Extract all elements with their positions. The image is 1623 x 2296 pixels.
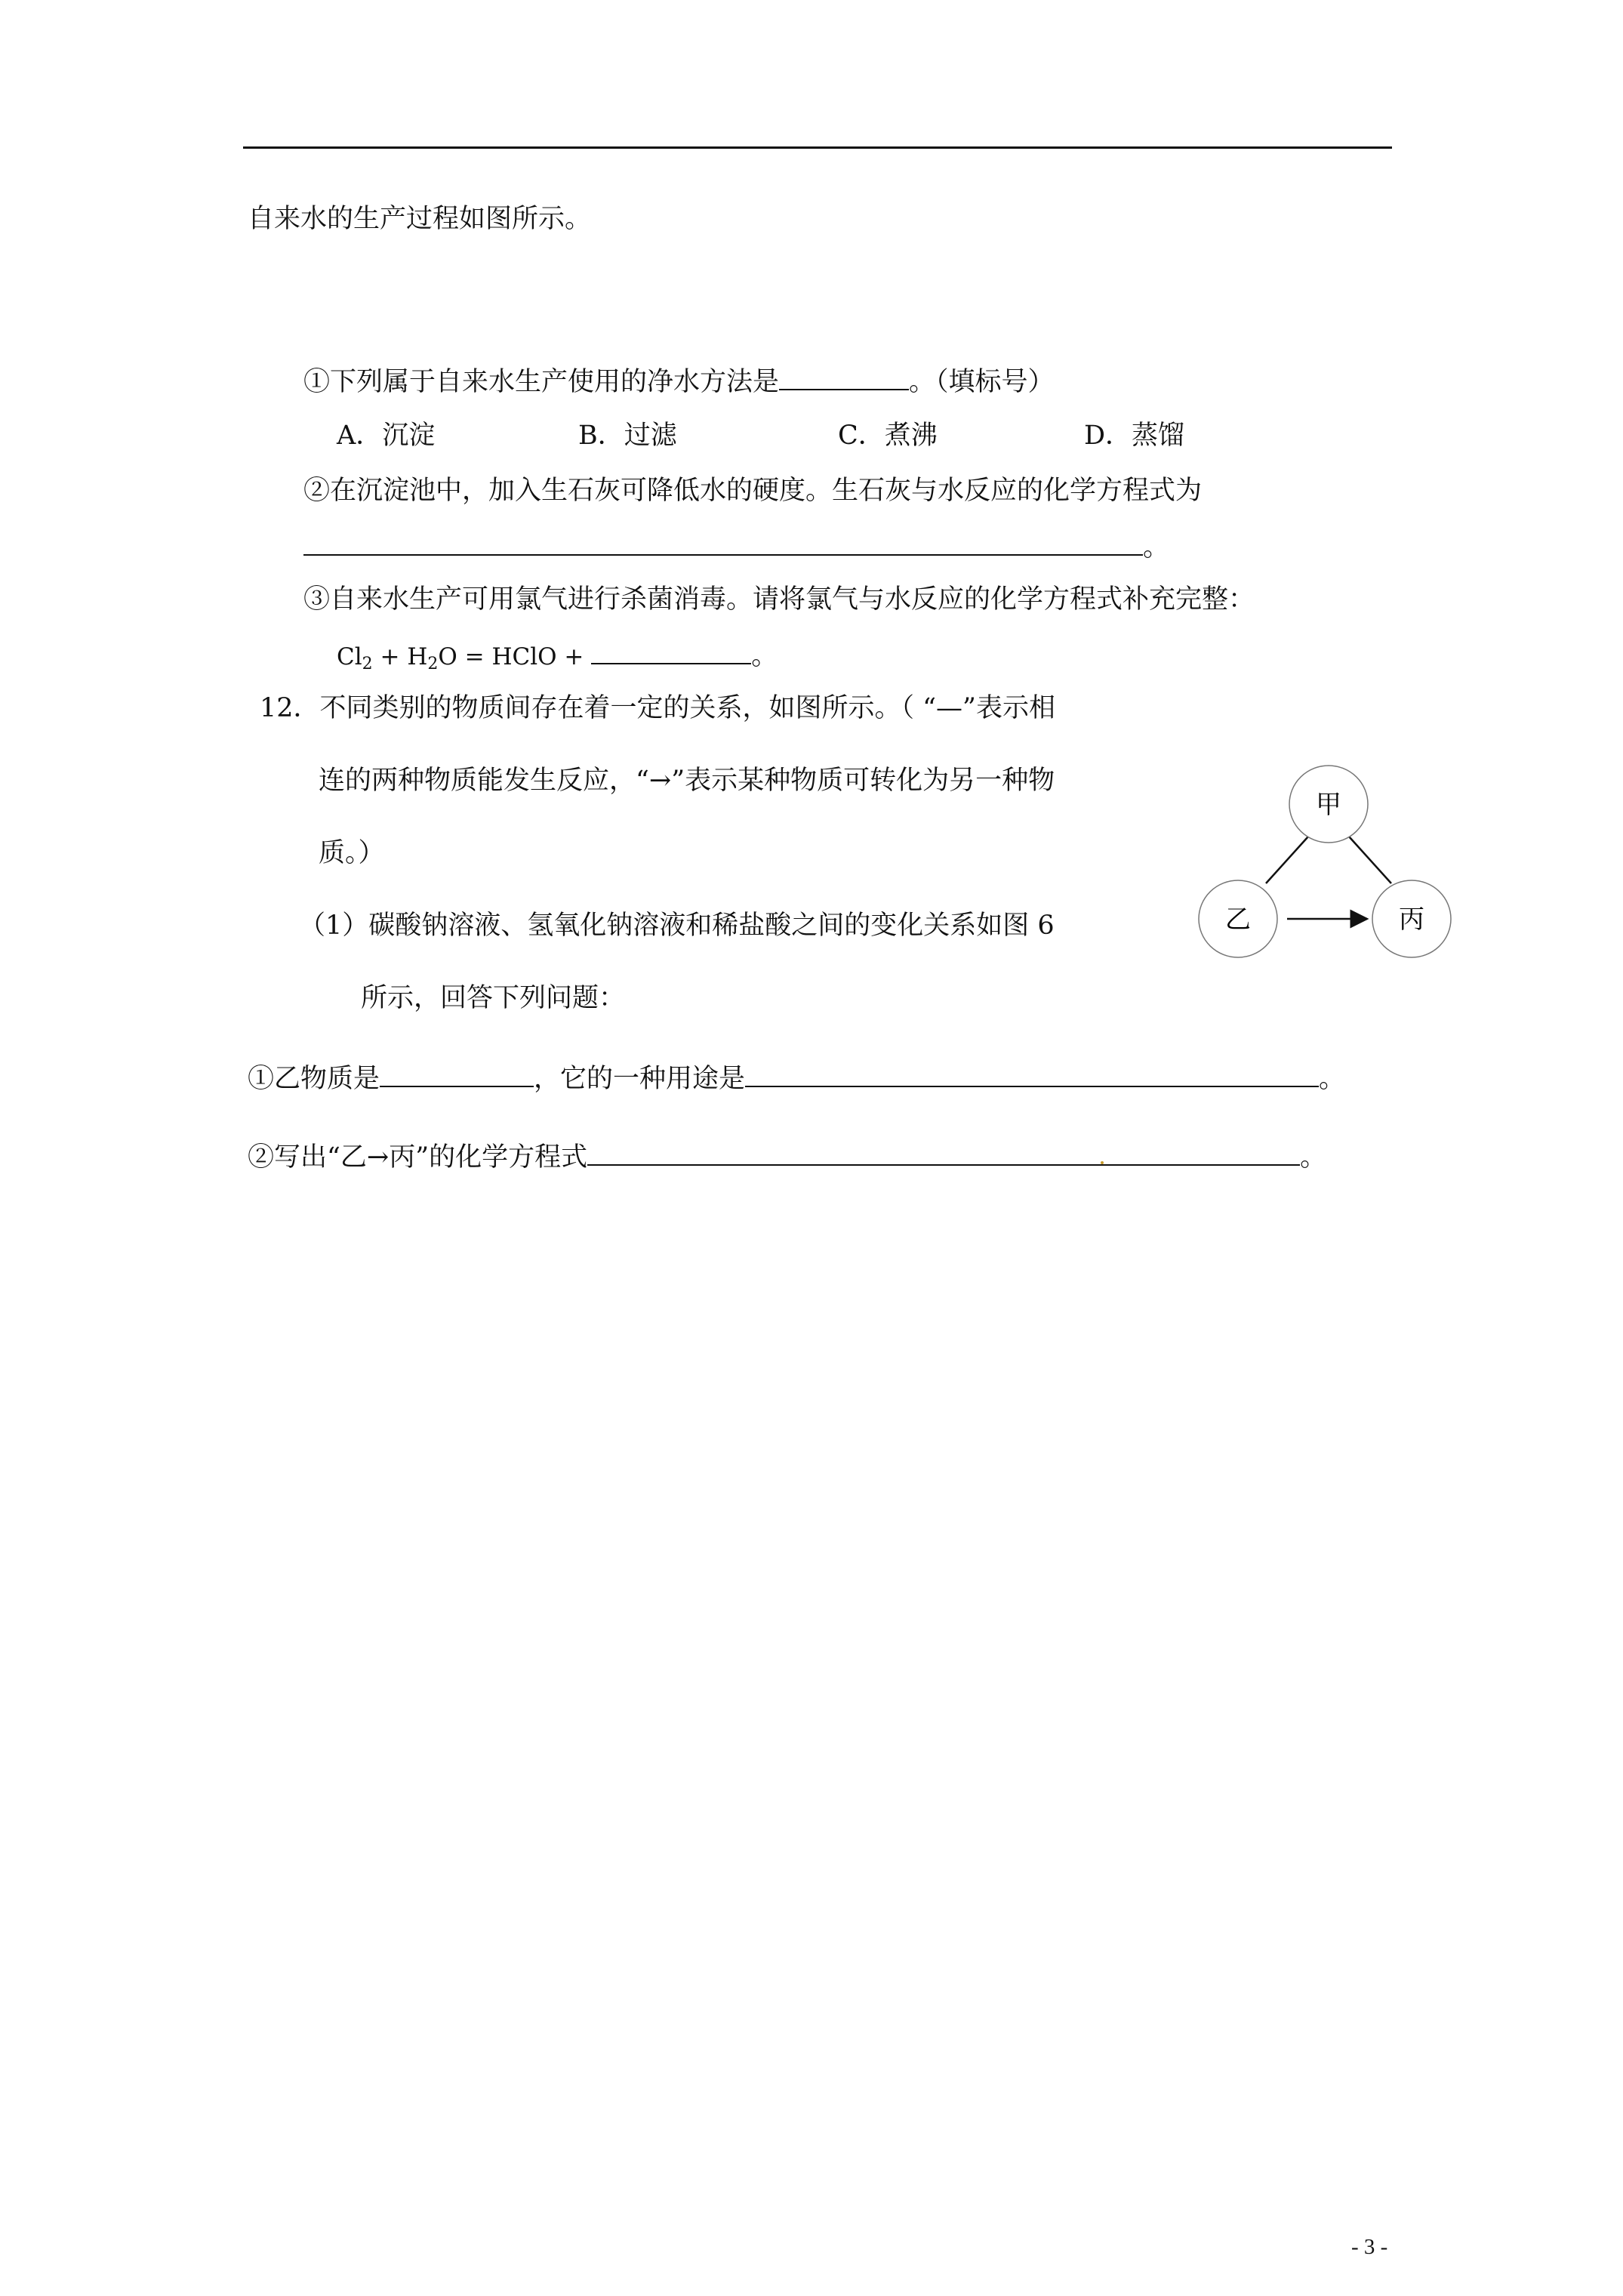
choice-a: A．沉淀 [337, 421, 436, 451]
chem-equation [337, 637, 778, 681]
ans2-blank-equation[interactable] [587, 1139, 1300, 1166]
eq-h-sub: 2 [427, 655, 439, 673]
q11-item1 [303, 363, 1055, 399]
ans1-blank-substance[interactable] [380, 1060, 534, 1087]
q11-item2: ②在沉淀池中，加入生石灰可降低水的硬度。生石灰与水反应的化学方程式为 [303, 476, 1203, 506]
q11-item3: ③自来水生产可用氯气进行杀菌消毒。请将氯气与水反应的化学方程式补充完整： [303, 584, 1255, 615]
q12-answer1 [248, 1060, 1345, 1096]
eq-blank[interactable] [591, 637, 751, 664]
stray-mark [1101, 1161, 1104, 1164]
q11-item2-answer-line [303, 529, 1169, 564]
q11-item1-blank[interactable] [779, 363, 909, 390]
eq-cl: Cl [337, 643, 362, 670]
q12-line1: 12．不同类别的物质间存在着一定的关系，如图所示。（ “—”表示相 [260, 693, 1055, 723]
node-right-label: 丙 [1399, 905, 1424, 935]
q12-line3: 质。） [319, 838, 385, 868]
node-left-label: 乙 [1225, 905, 1251, 935]
edge-top-left [1266, 837, 1308, 883]
q12-line2: 连的两种物质能发生反应，“→”表示某种物质可转化为另一种物 [319, 766, 1055, 796]
intro-text: 自来水的生产过程如图所示。 [248, 204, 592, 234]
q12-sub1-line1: （1）碳酸钠溶液、氢氧化钠溶液和稀盐酸之间的变化关系如图 6 [299, 911, 1055, 941]
choice-d: D．蒸馏 [1084, 421, 1185, 451]
ans1-end: 。 [1319, 1064, 1346, 1094]
ans1-mid: ，它的一种用途是 [534, 1064, 746, 1094]
ans1-prefix: ①乙物质是 [248, 1064, 380, 1094]
ans2-end: 。 [1300, 1142, 1327, 1173]
header-rule [243, 146, 1392, 149]
eq-plus-h: + H [372, 643, 428, 670]
edge-top-right [1349, 837, 1391, 883]
ans2-prefix: ②写出“乙→丙”的化学方程式 [248, 1142, 588, 1173]
node-top-label: 甲 [1316, 790, 1341, 820]
q11-item2-end: 。 [1143, 532, 1170, 562]
choice-b: B．过滤 [578, 421, 677, 451]
page-number: - 3 - [1351, 2235, 1388, 2259]
q11-item1-suffix: 。（填标号） [909, 367, 1055, 397]
q11-item2-blank[interactable] [303, 529, 1143, 556]
q12-answer2 [248, 1139, 1326, 1174]
eq-rest: O = HClO + [438, 643, 592, 670]
choice-c: C．煮沸 [838, 421, 938, 451]
q12-sub1-line2: 所示，回答下列问题： [361, 983, 626, 1013]
eq-cl-sub: 2 [362, 655, 373, 673]
relation-diagram [1189, 744, 1468, 970]
ans1-blank-use[interactable] [745, 1060, 1319, 1087]
q11-item1-prefix: ①下列属于自来水生产使用的净水方法是 [303, 367, 780, 397]
eq-end: 。 [751, 641, 778, 671]
